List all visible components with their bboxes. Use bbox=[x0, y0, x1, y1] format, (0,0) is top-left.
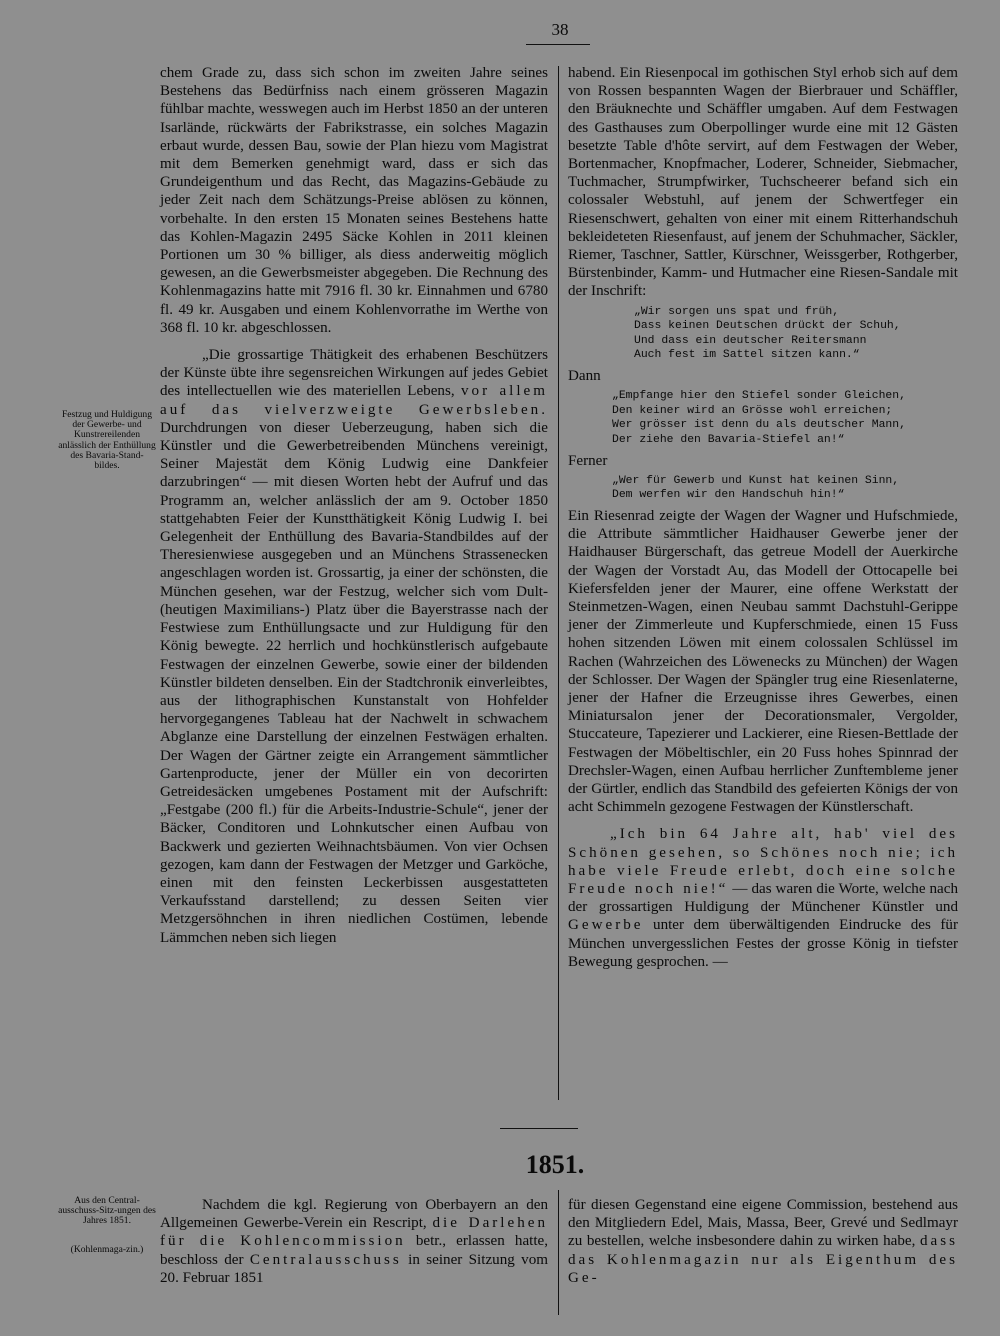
verse-2 bbox=[612, 389, 958, 447]
section-1851-spaced-2: Centralausschuss bbox=[249, 1251, 402, 1268]
left-paragraph-2-a: „Die grossartige Thätigkeit des erhabenen Beschützers der Künste übte ihre segensreichen Wirkungen auf jedes Gebiet des intellectuellen wie des materiellen Lebens, bbox=[160, 347, 548, 400]
year-heading: 1851. bbox=[525, 1150, 585, 1179]
verse-line: Dass keinen Deutschen drückt der Schuh, bbox=[634, 320, 901, 333]
margin-note-central-text: Aus den Central-ausschuss-Sitz-ungen des Jahres 1851. bbox=[58, 1195, 156, 1227]
right-paragraph-3-b: unter dem überwältigenden Eindrucke des für München unvergesslichen Festes der grosse König in tiefster Bewegung gesprochen. — bbox=[568, 917, 958, 970]
section-1851-b: betr., erlassen hatte, beschloss der bbox=[160, 1233, 549, 1268]
verse-line: Dem werfen wir den Handschuh hin!“ bbox=[612, 489, 845, 502]
verse-line: Und dass ein deutscher Reitersmann bbox=[634, 334, 867, 347]
left-paragraph-2 bbox=[160, 346, 548, 947]
verse-line: „Wir sorgen uns spat und früh, bbox=[634, 305, 840, 318]
section-1851-left bbox=[160, 1196, 548, 1287]
verse-line: „Empfange hier den Stiefel sonder Gleichen, bbox=[612, 390, 906, 403]
page-number: 38 bbox=[551, 20, 569, 39]
left-paragraph-1: chem Grade zu, dass sich schon im zweiten Jahre seines Bestehens das Bedürfniss nach einem grösseren Magazin fühlbar machte, wesswegen auch im Herbst 1850 an der unteren Isarlände, rückwärts der Fabrikstrasse, ein solches Magazin erbaut wurde, dessen Bau, sowie der Plan hiezu vom Magistrat mit dem Bemerken genehmigt ward, dass er sich das Grundeigenthum und das Recht, das Magazins-Gebäude zu jeder Zeit nach dem Schätzungs-Preise ablösen zu können, vorbehalte. In den ersten 15 Monaten seines Bestehens hatte das Kohlen-Magazin 2495 Säcke Kohlen in 2011 kleinen Portionen um 30 % billiger, als diess anderweitig möglich gewesen, an die Gewerbsmeister abgegeben. Die Rechnung des Kohlenmagazins hatte mit 7916 fl. 30 kr. Einnahmen und 6780 fl. 49 kr. Ausgaben und einem Kohlenvorrathe im Werthe von 368 fl. 10 kr. abgeschlossen. bbox=[160, 65, 548, 336]
right-paragraph-3-spaced: „Ich bin 64 Jahre alt, hab' viel des Schönen gesehen, so Schönes noch nie; ich habe viele Freude erlebt, doch eine solche Freude noch nie!“ bbox=[568, 826, 958, 898]
section-1851-paragraph bbox=[160, 1196, 548, 1287]
verse-line: Wer grösser ist denn du als deutscher Mann, bbox=[612, 419, 906, 432]
section-1851-a: Nachdem die kgl. Regierung von Oberbayern an den Allgemeinen Gewerbe-Verein ein Rescript, bbox=[160, 1197, 548, 1232]
page-number-rule bbox=[526, 44, 590, 45]
cue-dann: Dann bbox=[568, 368, 601, 385]
section-1851-right bbox=[568, 1196, 958, 1287]
section-1851-right-spaced: dass das Kohlenmagazin nur als Eigenthum des Ge- bbox=[568, 1233, 958, 1286]
verse-3 bbox=[612, 474, 958, 503]
verse-1 bbox=[634, 305, 958, 363]
left-paragraph-2-b: Durchdrungen von dieser Ueberzeugung, haben sich die Künstler und die Gewerbetreibenden Münchens vereinigt, Seiner Majestät dem König Ludwig eine Dankfeier darzubringen“ — mit diesen Worten hebt der Aufruf und das Programm an, welcher anlässlich der am 9. October 1850 stattgehabten Feier der Kunstthätigkeit König Ludwig I. bei Gelegenheit der Enthüllung des Bavaria-Standbildes auf der Theresienwiese ausgegeben und an Münchens Strassenecken angeschlagen worden ist. Grossartig, ja einer der schönsten, die München gesehen, war der Festzug, welcher sich vom Dult- (heutigen Maximilians-) Platz über die Bayerstrasse nach der Festwiese zum Enthüllungsacte und zur Huldigung für den König bewegte. 22 herrlich und hochkünstlerisch aufgebaute Festwagen der einzelnen Gewerbe, sowie einer der bildenden Künstler bildeten denselben. Ein der Stadtchronik einverleibtes, aus der lithographischen Kunstanstalt von Hohfelder hervorgegangenes Tableau hat der Nachwelt in schwachem Abglanze eine Darstellung der einzelnen Festwägen erhalten. Der Wagen der Gärtner zeigte ein Arrangement sämmtlicher Gartenproducte, jener der Müller ein von decorirten Getreidesäcken umgebenes Postament mit der Aufschrift: „Festgabe (200 fl.) für die Arbeits-Industrie-Schule“, jener der Bäcker, Conditoren und Lohnkutscher einen Aufbau von Backwerk und gezierten Weihnachtsbäumen. Von vier Ochsen gezogen, kam dann der Festwagen der Metzger und Garköche, einen mit den feinsten Leckerbissen ausgestatteten Verkaufsstand darstellend; zu dessen Seiten vier Metzgersöhnchen in ihren niedlichen Costümen, lebende Lämmchen neben sich liegen bbox=[160, 419, 548, 946]
verse-line: Den keiner wird an Grösse wohl erreichen; bbox=[612, 404, 893, 417]
right-paragraph-3-a: — das waren die Worte, welche nach der grossartigen Huldigung der Münchener Künstler bbox=[568, 881, 959, 916]
section-1851-c: in seiner Sitzung vom 20. Februar 1851 bbox=[160, 1251, 548, 1286]
left-column bbox=[160, 64, 548, 947]
margin-note-central bbox=[58, 1196, 156, 1255]
right-paragraph-3 bbox=[568, 825, 958, 971]
cue-ferner: Ferner bbox=[568, 452, 608, 469]
margin-note-festzug: Festzug und Huldigung der Gewerbe- und Kunstrereilenden anlässlich der Enthüllung des Bavaria-Stand-bildes. bbox=[58, 409, 156, 472]
right-column bbox=[568, 64, 958, 971]
verse-line: Auch fest im Sattel sitzen kann.“ bbox=[634, 349, 860, 362]
verse-line: „Wer für Gewerb und Kunst hat keinen Sinn, bbox=[612, 474, 900, 487]
right-paragraph-3-gewerbe: Gewerbe bbox=[568, 917, 644, 934]
section-1851-spaced-1: die Darlehen für die Kohlencommission bbox=[160, 1215, 548, 1250]
section-1851-right-a: für diesen Gegenstand eine eigene Commission, bestehend aus den Mitgliedern Edel, Mais, Massa, Beer, Grevé und Sedlmayr zu bestellen, welche insbesondere dahin zu wirken habe, bbox=[568, 1197, 958, 1250]
left-paragraph-2-spaced: vor allem auf das vielverzweigte Gewerbsleben. bbox=[160, 383, 548, 418]
column-divider bbox=[558, 66, 559, 1100]
column-divider-bottom bbox=[558, 1190, 559, 1315]
margin-note-kohlenmagazin: (Kohlenmaga-zin.) bbox=[70, 1243, 144, 1255]
right-paragraph-2: Ein Riesenrad zeigte der Wagen der Wagner und Hufschmiede, die Attribute sämmtlicher Haidhauser Gewerbe jener der Haidhauser Bürgerschaft, das getreue Modell der Auerkirche der Wagen der Vorstadt Au, das Modell der Ottocapelle bei Kiefersfelden jener der Maurer, eine offene Werkstatt der Steinmetzen-Wagen, einen Neubau sammt Dachstuhl-Gerippe jener der Zimmerleute und Kupferschmiede, einen 15 Fuss hohen sitzenden Löwen mit einem colossalen Schlüssel im Rachen (Wahrzeichen des Löwenecks zu München) der Wagen der Schlosser. Der Wagen der Spängler trug eine Riesenlaterne, jener der Hafner die Erzeugnisse ihres Gewerbes, einen Miniatursalon jener der Decorationsmaler, Vergolder, Stuccateure, Tapezierer und Lackierer, eine Riesen-Bettlade der Festwagen der Möbeltischler, ein 20 Fuss hohes Spinnrad der Drechsler-Wagen, einen Aufbau herrlicher Zunftembleme jener der Gürtler, endlich das Standbild des gefeierten Königs der von acht Schimmeln gezogene Festwagen der Künstlerschaft. bbox=[568, 507, 958, 816]
right-paragraph-1: habend. Ein Riesenpocal im gothischen Styl erhob sich auf dem von Rossen bespannten Wagen der Bierbrauer und Schäffler, den Bräuknechte und Schäffler umgaben. Auf dem Festwagen des Gasthauses zum Oberpollinger wurde eine mit 12 Gästen besetzte Table d'hôte servirt, auf dem Festwagen der Weber, Bortenmacher, Knopfmacher, Loderer, Schneider, Siebmacher, Tuchmacher, Strumpfwirker, Tuchscheerer befand sich ein colossaler Webstuhl, auf jenem der Schwertfeger ein Riesenschwert, gehalten von einer mit einem Ritterhandschuh bekleideteten Riesenfaust, auf jenem der Schuhmacher, Säckler, Riemer, Taschner, Sattler, Kürschner, Weissgerber, Rothgerber, Bürstenbinder, Kamm- und Hutmacher eine Riesen-Sandale mit der Inschrift: bbox=[568, 65, 958, 300]
section-rule bbox=[500, 1128, 578, 1129]
right-paragraph-3-und: und bbox=[935, 899, 958, 916]
verse-line: Der ziehe den Bavaria-Stiefel an!“ bbox=[612, 434, 845, 446]
section-1851-right-paragraph bbox=[568, 1196, 958, 1287]
